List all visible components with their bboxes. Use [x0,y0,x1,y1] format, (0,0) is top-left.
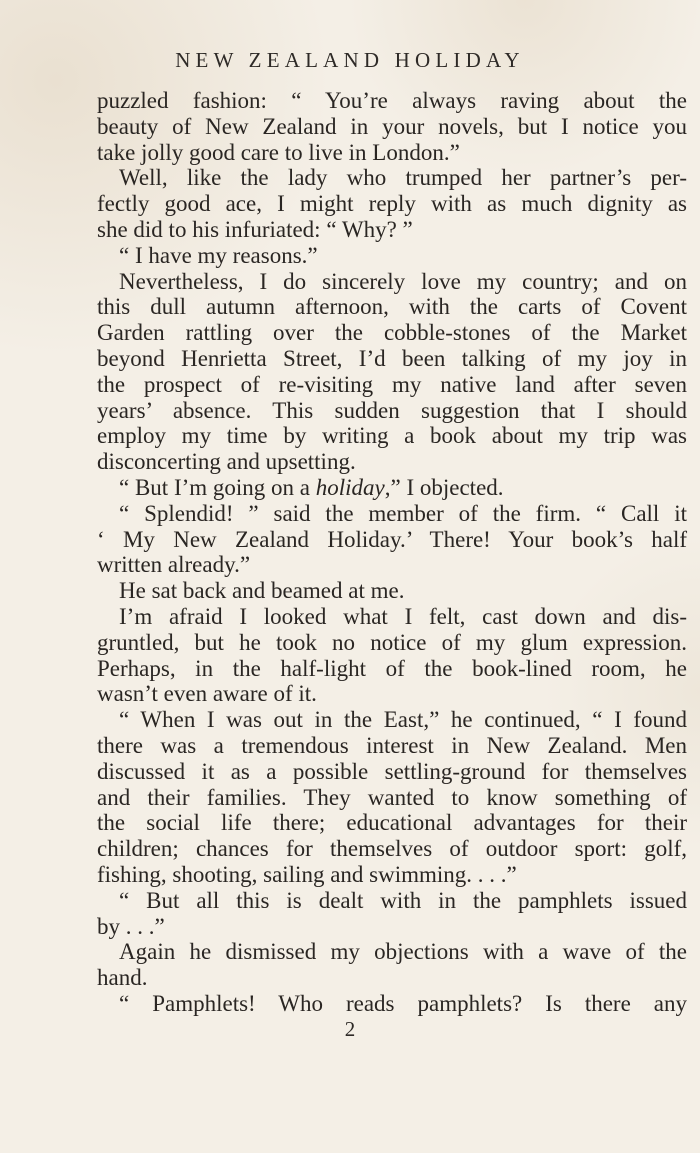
text-line: employ my time by writing a book about my trip was [97,423,687,449]
text-line: hand. [97,965,148,991]
text-line: beyond Henrietta Street, I’d been talking of my joy in [97,345,687,371]
text-line: the prospect of re-visiting my native land after seven [97,371,687,397]
text-line: there was a tremendous interest in New Zealand. Men [97,732,687,758]
text-line: she did to his infuriated: “ Why? ” [97,216,413,242]
text-line: this dull autumn afternoon, with the carts of Covent [97,294,687,320]
text-line: Well, like the lady who trumped her partner’s per- [119,165,687,191]
text-line: Nevertheless, I do sincerely love my country; and on [119,268,687,294]
text-line: take jolly good care to live in London.” [97,139,460,165]
text-line: Again he dismissed my objections with a wave of the [119,939,687,965]
text-line: years’ absence. This sudden suggestion that I should [97,397,687,423]
text-line: wasn’t even aware of it. [97,681,317,707]
page-number: 2 [344,1017,356,1041]
text-line: children; chances for themselves of outdoor sport: golf, [97,836,687,862]
text-line: fectly good ace, I might reply with as much dignity as [97,191,687,217]
text-line: beauty of New Zealand in your novels, but I notice you [97,113,687,139]
text-line: “ But I’m going on a holiday,” I objected. [119,474,504,500]
body-text [97,88,687,1017]
text-line: puzzled fashion: “ You’re always raving about the [97,88,687,113]
text-line: gruntled, but he took no notice of my glum expression. [97,629,687,655]
text-line: He sat back and beamed at me. [119,578,405,604]
text-line: “ When I was out in the East,” he continued, “ I found [119,707,687,733]
text-line: written already.” [97,552,251,578]
text-line: the social life there; educational advantages for their [97,810,687,836]
text-line: Garden rattling over the cobble-stones of the Market [97,320,687,346]
text-line: “ But all this is dealt with in the pamphlets issued [119,887,687,913]
running-head: NEW ZEALAND HOLIDAY [175,48,525,72]
text-line: by . . .” [97,913,165,939]
text-line: Perhaps, in the half-light of the book-lined room, he [97,655,687,681]
text-line: and their families. They wanted to know something of [97,784,687,810]
text-line: “ Pamphlets! Who reads pamphlets? Is there any [119,990,687,1016]
text-line: ‘ My New Zealand Holiday.’ There! Your book’s half [97,526,687,552]
text-line: “ Splendid! ” said the member of the firm. “ Call it [119,500,687,526]
text-line: fishing, shooting, sailing and swimming. . . .” [97,861,517,887]
text-line: “ I have my reasons.” [119,242,318,268]
text-line: discussed it as a possible settling-ground for themselves [97,758,687,784]
italic-word: holiday [315,474,385,500]
text-line: disconcerting and upsetting. [97,449,356,475]
text-line: I’m afraid I looked what I felt, cast down and dis- [119,603,687,629]
